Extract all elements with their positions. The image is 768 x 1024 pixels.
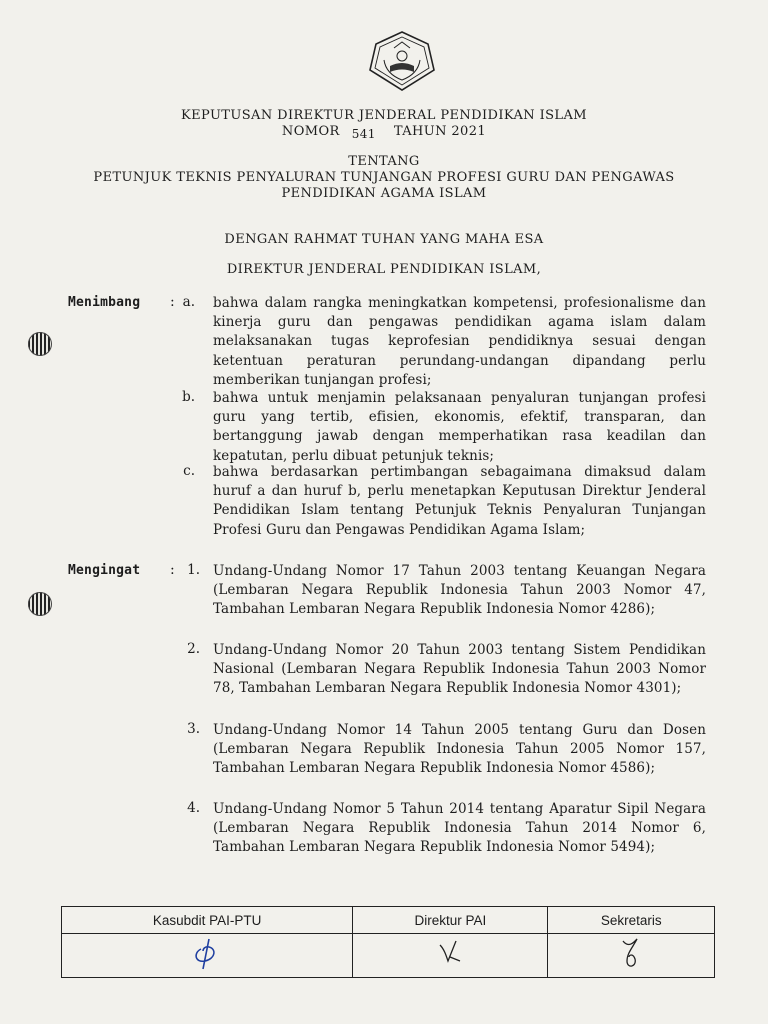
menimbang-item-c-marker: c. xyxy=(183,463,195,479)
paraf-header-direktur: Direktur PAI xyxy=(353,907,548,934)
tahun-label: TAHUN 2021 xyxy=(393,124,487,139)
paraf-cell-direktur xyxy=(353,934,548,978)
handwritten-initial xyxy=(430,935,470,973)
document-title: KEPUTUSAN DIREKTUR JENDERAL PENDIDIKAN ISLAM xyxy=(181,108,587,123)
nomor-value: 541 xyxy=(351,127,376,141)
decree-number-row xyxy=(0,124,768,139)
mengingat-item-1: Undang-Undang Nomor 17 Tahun 2003 tentang Keuangan Negara (Lembaran Negara Republik Indonesia Tahun 2003 Nomor 47, Tambahan Lembaran Negara Republik Indonesia Nomor 4286); xyxy=(213,563,706,618)
mengingat-item-4-marker: 4. xyxy=(187,800,200,816)
ministry-emblem-icon xyxy=(366,30,438,92)
menimbang-label: Menimbang xyxy=(68,295,141,310)
nomor-label: NOMOR xyxy=(281,124,340,139)
punch-hole xyxy=(28,332,52,356)
paraf-header-sekretaris: Sekretaris xyxy=(548,907,715,934)
mengingat-item-2: Undang-Undang Nomor 20 Tahun 2003 tentang Sistem Pendidikan Nasional (Lembaran Negara Republik Indonesia Tahun 2003 Nomor 78, Tambahan Lembaran Negara Republik Indonesia Nomor 4301); xyxy=(213,642,706,697)
paraf-table xyxy=(61,906,715,978)
mengingat-colon: : xyxy=(170,562,175,578)
handwritten-initial xyxy=(187,935,227,973)
menimbang-item-a-marker: a. xyxy=(182,294,195,310)
tentang-label: TENTANG xyxy=(348,154,420,169)
mengingat-label: Mengingat xyxy=(68,563,141,578)
paraf-header-kasubdit: Kasubdit PAI-PTU xyxy=(62,907,353,934)
subject-line-2: PENDIDIKAN AGAMA ISLAM xyxy=(281,186,487,201)
handwritten-initial xyxy=(611,935,651,973)
mengingat-item-1-marker: 1. xyxy=(187,562,200,578)
invocation: DENGAN RAHMAT TUHAN YANG MAHA ESA xyxy=(224,232,544,247)
mengingat-item-2-marker: 2. xyxy=(187,641,200,657)
menimbang-item-b: bahwa untuk menjamin pelaksanaan penyaluran tunjangan profesi guru yang tertib, efisien, ekonomis, efektif, transparan, dan bertanggung jawab dengan memperhatikan rasa keadilan dan kepatutan, perlu dibuat petunjuk teknis; xyxy=(213,390,706,464)
menimbang-colon: : xyxy=(170,294,175,310)
paraf-cell-sekretaris xyxy=(548,934,715,978)
subject-line-1: PETUNJUK TEKNIS PENYALURAN TUNJANGAN PROFESI GURU DAN PENGAWAS xyxy=(93,170,675,185)
mengingat-item-4: Undang-Undang Nomor 5 Tahun 2014 tentang Aparatur Sipil Negara (Lembaran Negara Republik Indonesia Tahun 2014 Nomor 6, Tambahan Lembaran Negara Republik Indonesia Nomor 5494); xyxy=(213,801,706,856)
punch-hole xyxy=(28,592,52,616)
menimbang-item-a: bahwa dalam rangka meningkatkan kompetensi, profesionalisme dan kinerja guru dan pengawas pendidikan agama islam dalam melaksanakan tugas keprofesian pendidiknya sesuai dengan ketentuan peraturan perundang-undangan dipandang perlu memberikan tunjangan profesi; xyxy=(213,295,706,388)
mengingat-item-3-marker: 3. xyxy=(187,721,200,737)
issuer: DIREKTUR JENDERAL PENDIDIKAN ISLAM, xyxy=(226,262,542,277)
mengingat-item-3: Undang-Undang Nomor 14 Tahun 2005 tentang Guru dan Dosen (Lembaran Negara Republik Indonesia Tahun 2005 Nomor 157, Tambahan Lembaran Negara Republik Indonesia Nomor 4586); xyxy=(213,722,706,777)
menimbang-item-b-marker: b. xyxy=(182,389,195,405)
menimbang-item-c: bahwa berdasarkan pertimbangan sebagaimana dimaksud dalam huruf a dan huruf b, perlu menetapkan Keputusan Direktur Jenderal Pendidikan Islam tentang Petunjuk Teknis Penyaluran Tunjangan Profesi Guru dan Pengawas Pendidikan Agama Islam; xyxy=(213,464,706,538)
paraf-cell-kasubdit xyxy=(62,934,353,978)
